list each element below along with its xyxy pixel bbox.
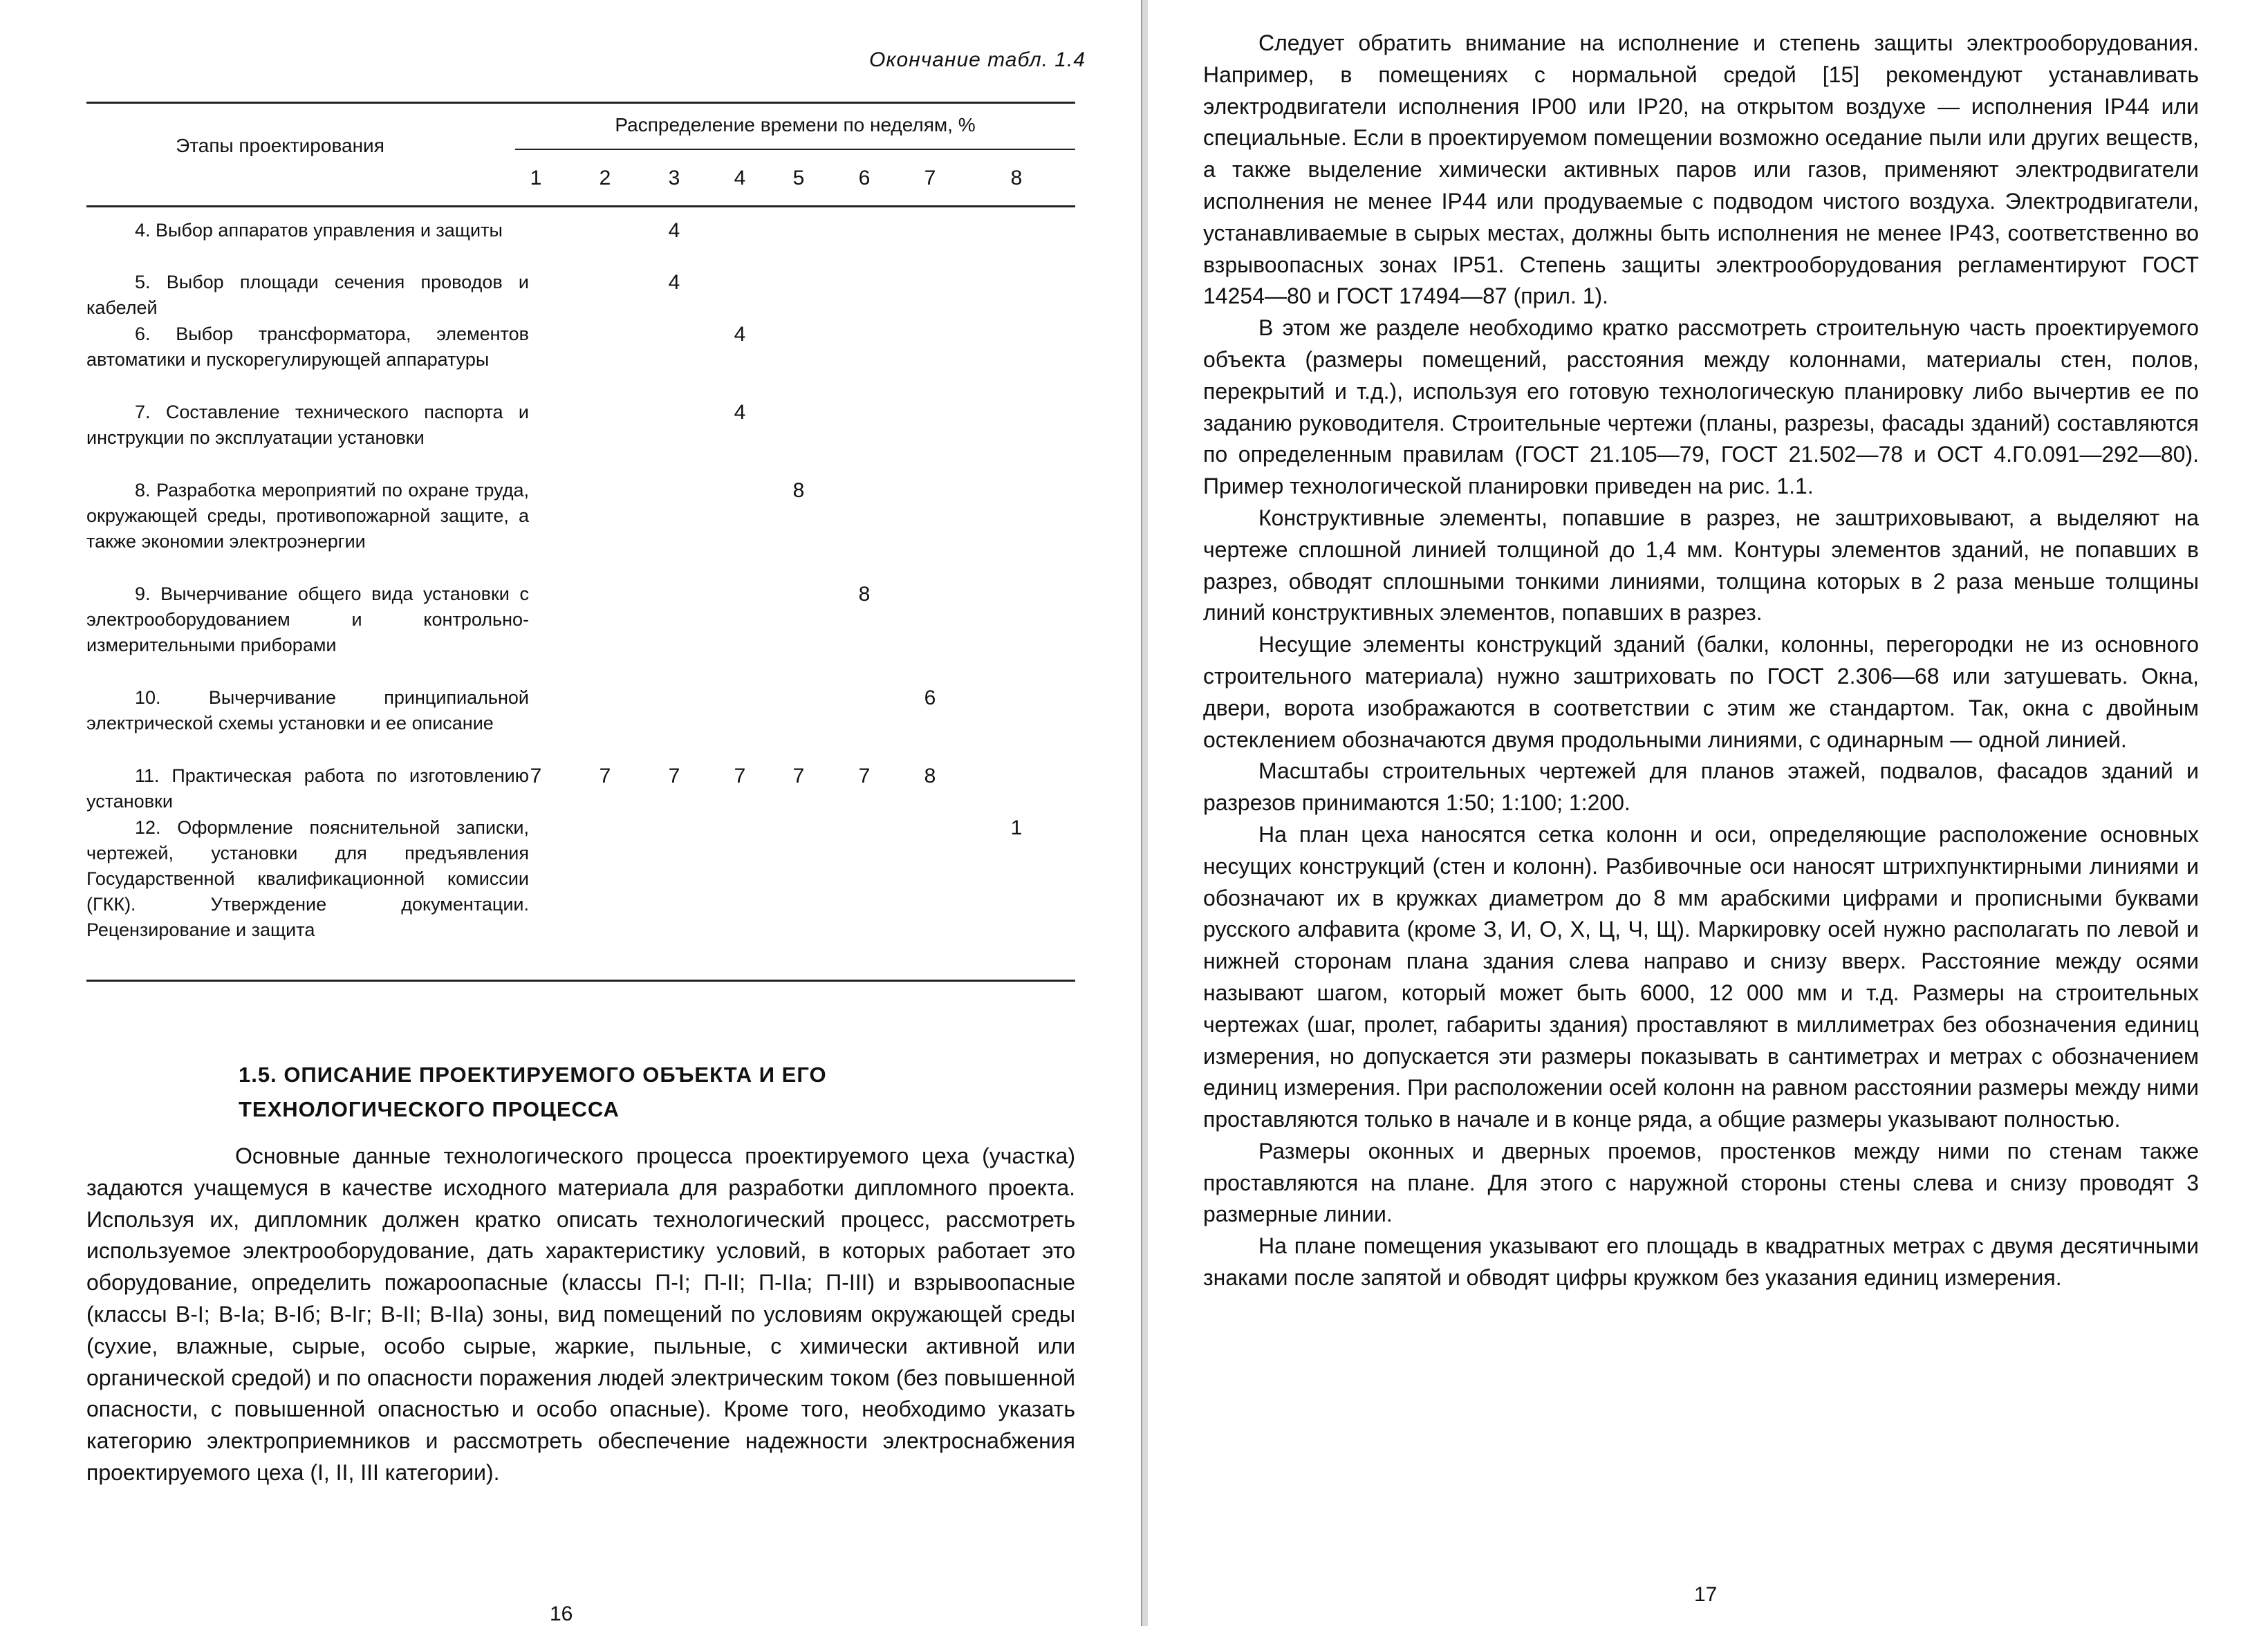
stage-label: 9. Вычерчивание общего вида установки с электрооборудованием и контрольно-измерительными приборами (86, 583, 529, 655)
right-page (1148, 0, 2268, 1626)
week-value: 8 (858, 583, 871, 606)
week-value: 6 (924, 686, 936, 709)
stage-label: 7. Составление технического паспорта и инструкции по эксплуатации установки (86, 402, 529, 448)
week-header: 1 (530, 167, 542, 189)
week-value: 4 (734, 401, 746, 424)
table-header-rule (86, 205, 1075, 207)
stage-label: 5. Выбор площади сечения проводов и кабелей (86, 272, 529, 318)
week-value: 4 (668, 219, 680, 242)
paragraph: Несущие элементы конструкций зданий (балки, колонны, перегородки не из основного строительного материала) нужно заштриховать по ГОСТ 2.306—68 или затушевать. Окна, двери, ворота изображаются в соответствии с этим же стандартом. Так, окна с двойным остеклением обозначаются двумя продольными линиями, с одинарным — одной линией. (1203, 632, 2199, 752)
page-number-left: 16 (550, 1602, 573, 1625)
table-top-rule (86, 102, 1075, 104)
table-header-divider (515, 149, 1075, 150)
schedule-table (86, 93, 1075, 992)
paragraph: На план цеха наносятся сетка колонн и оси, определяющие расположение основных несущих конструкций (стен и колонн). Разбивочные оси наносят штрихпунктирными линиями и обозначают их в кружках диаметром до 8 мм арабскими цифрами и прописными буквами русского алфавита (кроме З, И, О, Х, Ц, Ч, Щ). Маркировку осей нужно располагать по левой и нижней сторонам плана здания слева направо и снизу вверх. Расстояние между осями называют шагом, который может быть 6000, 12 000 мм и т.д. Размеры на строительных чертежах (шаг, пролет, габариты здания) проставляют в миллиметрах без обозначения единиц измерения, но допускается эти размеры показывать в сантиметрах и метрах с обозначением единиц измерения. При расположении осей колонн на равном расстоянии размеры между ними проставляются только в начале и в конце ряда, а общие размеры указывают полностью. (1203, 821, 2199, 1132)
week-value: 7 (668, 765, 680, 787)
week-value: 7 (734, 765, 746, 787)
distribution-column-header: Распределение времени по неделям, % (615, 114, 976, 136)
week-value: 7 (530, 765, 542, 787)
stage-label: 12. Оформление пояснительной записки, чертежей, установки для предъявления Государственной квалификационной комиссии (ГКК). Утверждение документации. Рецензирование и защита (86, 817, 529, 940)
table-caption: Окончание табл. 1.4 (869, 48, 1086, 71)
week-header: 3 (668, 167, 680, 189)
week-value: 4 (668, 271, 680, 294)
paragraph: Конструктивные элементы, попавшие в разрез, не заштриховывают, а выделяют на чертеже сплошной линией толщиной до 1,4 мм. Контуры элементов зданий, не попавших в разрез, обводят сплошными тонкими линиями, толщина которых в 2 раза меньше толщины линий конструктивных элементов, попавших в разрез. (1203, 505, 2199, 626)
week-value: 7 (858, 765, 871, 787)
week-value: 7 (599, 765, 611, 787)
table-bottom-rule (86, 980, 1075, 982)
stage-label: 6. Выбор трансформатора, элементов автоматики и пускорегулирующей аппаратуры (86, 324, 529, 370)
stages-column-header: Этапы проектирования (176, 135, 384, 156)
week-value: 8 (924, 765, 936, 787)
week-header: 5 (792, 167, 805, 189)
paragraph: Размеры оконных и дверных проемов, простенков между ними по стенам также проставляются на плане. Для этого с наружной стороны стены слева и снизу проводят 3 размерные линии. (1203, 1138, 2199, 1227)
book-spine (1141, 0, 1148, 1626)
paragraph: Масштабы строительных чертежей для планов этажей, подвалов, фасадов зданий и разрезов принимаются 1:50; 1:100; 1:200. (1203, 758, 2199, 816)
section-paragraph: Основные данные технологического процесса проектируемого цеха (участка) задаются учащемуся в качестве исходного материала для разработки дипломного проекта. Используя их, дипломник должен кратко описать технологический процесс, рассмотреть используемое электрооборудование, дать характеристику условий, в которых работает это оборудование, определить пожароопасные (классы П-I; П-II; П-IIа; П-III) и взрывоопасные (классы В-I; В-Iа; В-Iб; В-Iг; В-II; В-IIа) зоны, вид помещений по условиям окружающей среды (сухие, влажные, сырые, особо сырые, жаркие, пыльные, с химически активной или органической средой) и по опасности поражения людей электрическим током (без повышенной опасности, с повышенной опасностью и особо опасные). Кроме того, необходимо указать категорию электроприемников и рассмотреть обеспечение надежности электроснабжения проектируемого цеха (I, II, III категории). (86, 1143, 1075, 1485)
page-number-right: 17 (1694, 1583, 1718, 1606)
week-value: 4 (734, 323, 746, 346)
week-value: 1 (1010, 816, 1023, 839)
stage-label: 11. Практическая работа по изготовлению установки (86, 765, 529, 812)
stage-label: 4. Выбор аппаратов управления и защиты (135, 220, 503, 241)
right-page-text (1203, 28, 2199, 1294)
week-header: 7 (924, 167, 936, 189)
paragraph: В этом же разделе необходимо кратко рассмотреть строительную часть проектируемого объекта (размеры помещений, расстояния между колоннами, материалы стен, полов, перекрытий и т.д.), используя его готовую технологическую планировку либо вычертив ее по заданию руководителя. Строительные чертежи (планы, разрезы, фасады зданий) составляются по определенным правилам (ГОСТ 21.105—79, ГОСТ 21.502—78 и ОСТ 4.Г0.091—292—80). Пример технологической планировки приведен на рис. 1.1. (1203, 315, 2199, 499)
week-value: 8 (792, 479, 805, 502)
paragraph: На плане помещения указывают его площадь в квадратных метрах с двумя десятичными знаками после запятой и обводят цифры кружком без указания единиц измерения. (1203, 1233, 2199, 1291)
section-title: 1.5. ОПИСАНИЕ ПРОЕКТИРУЕМОГО ОБЪЕКТА И ЕГО ТЕХНОЛОГИЧЕСКОГО ПРОЦЕССА (239, 1063, 827, 1121)
week-value: 7 (792, 765, 805, 787)
paragraph: Следует обратить внимание на исполнение и степень защиты электрооборудования. Например, в помещениях с нормальной средой [15] рекомендуют устанавливать электродвигатели исполнения IP00 или IP20, на открытом воздухе — исполнения IP44 или специальные. Если в проектируемом помещении возможно оседание пыли или других веществ, а также выделение химически активных паров или газов, применяют электродвигатели исполнения не менее IP44 или продуваемые с подводом чистого воздуха. Электродвигатели, устанавливаемые в сырых местах, должны быть исполнения не менее IP43, соответственно во взрывоопасных зонах IP51. Степень защиты электрооборудования регламентируют ГОСТ 14254—80 и ГОСТ 17494—87 (прил. 1). (1203, 30, 2199, 309)
stage-label: 8. Разработка мероприятий по охране труда, окружающей среды, противопожарной защите, а также экономии электроэнергии (86, 480, 529, 552)
stage-label: 10. Вычерчивание принципиальной электрической схемы установки и ее описание (86, 687, 529, 733)
week-header: 8 (1010, 167, 1023, 189)
week-header: 2 (599, 167, 611, 189)
week-header: 4 (734, 167, 746, 189)
week-header: 6 (858, 167, 871, 189)
